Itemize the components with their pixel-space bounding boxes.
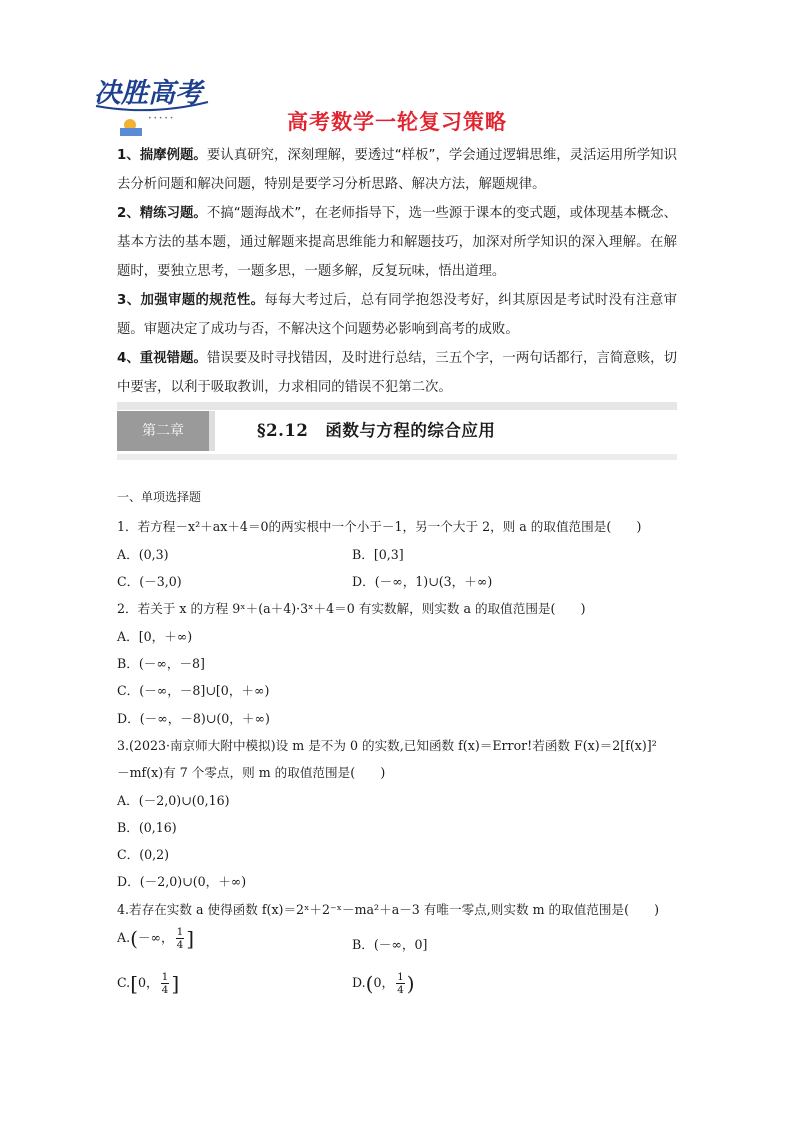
question-1-option-c: C．(－3,0) xyxy=(117,574,182,589)
chapter-label: 第二章 xyxy=(117,411,209,451)
question-2-option-d: D．(－∞，－8)∪(0，＋∞) xyxy=(117,711,270,726)
question-1-option-a: A．(0,3) xyxy=(117,547,169,562)
question-2-option-a: A．[0，＋∞) xyxy=(117,629,193,644)
question-4-option-b: B．(－∞，0] xyxy=(352,937,428,952)
strategy-item: 4、重视错题。错误要及时寻找错因，及时进行总结，三五个字，一两句话都行，言简意赅，切中要害，以利于吸取教训，力求相同的错误不犯第二次。 xyxy=(117,351,677,395)
question-3-stem-cont: －mf(x)有 7 个零点，则 m 的取值范围是( ) xyxy=(117,765,386,780)
question-3-stem: 3.(2023·南京师大附中模拟)设 m 是不为 0 的实数,已知函数 f(x)＝Error!若函数 F(x)＝2[f(x)]² xyxy=(117,738,657,753)
question-2-option-b: B．(－∞，－8] xyxy=(117,656,205,671)
question-4-option-c: C.[0， $\frac{1}{4}$ ] xyxy=(117,971,180,996)
svg-text:• • • • •: • • • • • xyxy=(148,115,174,122)
question-2-option-c: C．(－∞，－8]∪[0，＋∞) xyxy=(117,683,270,698)
section-heading: 一、单项选择题 xyxy=(117,490,202,504)
question-3-option-b: B．(0,16) xyxy=(117,820,177,835)
question-1-stem: 1．若方程－x²＋ax＋4＝0的两实根中一个小于－1，另一个大于 2，则 a 的取值范围是( ) xyxy=(117,519,642,534)
question-4-stem: 4.若存在实数 a 使得函数 f(x)＝2ˣ＋2⁻ˣ－ma²＋a－3 有唯一零点,则实数 m 的取值范围是( ) xyxy=(117,902,660,917)
strategy-list xyxy=(117,141,677,402)
question-3-option-a: A．(－2,0)∪(0,16) xyxy=(117,793,230,808)
question-3-option-c: C．(0,2) xyxy=(117,847,170,862)
question-3-option-d: D．(－2,0)∪(0，＋∞) xyxy=(117,874,247,889)
question-2-stem: 2．若关于 x 的方程 9ˣ＋(a＋4)·3ˣ＋4＝0 有实数解，则实数 a 的取值范围是( ) xyxy=(117,601,586,616)
question-1-option-b: B．[0,3] xyxy=(352,547,404,562)
document-title: 高考数学一轮复习策略 xyxy=(287,110,507,134)
strategy-item: 1、揣摩例题。要认真研究，深刻理解，要透过“样板”，学会通过逻辑思维，灵活运用所学知识去分析问题和解决问题，特别是要学习分析思路、解决方法，解题规律。 xyxy=(117,148,677,192)
question-4-option-d: D.(0， $\frac{1}{4}$ ) xyxy=(352,971,415,996)
section-banner xyxy=(117,402,677,460)
strategy-item: 2、精练习题。不搞“题海战术”，在老师指导下，选一些源于课本的变式题，或体现基本概念、基本方法的基本题，通过解题来提高思维能力和解题技巧，加深对所学知识的深入理解。在解题时，要独立思考，一题多思，一题多解，反复玩味，悟出道理。 xyxy=(117,206,677,279)
question-4-option-a: A.(－∞， $\frac{1}{4}$ ] xyxy=(117,926,195,951)
section-title: §2.12 函数与方程的综合应用 xyxy=(257,421,496,440)
question-1-option-d: D．(－∞，1)∪(3，＋∞) xyxy=(352,574,493,589)
strategy-item: 3、加强审题的规范性。每每大考过后，总有同学抱怨没考好，纠其原因是考试时没有注意审题。审题决定了成功与否，不解决这个问题势必影响到高考的成败。 xyxy=(117,293,678,337)
logo-text: 决胜高考 xyxy=(94,78,202,109)
